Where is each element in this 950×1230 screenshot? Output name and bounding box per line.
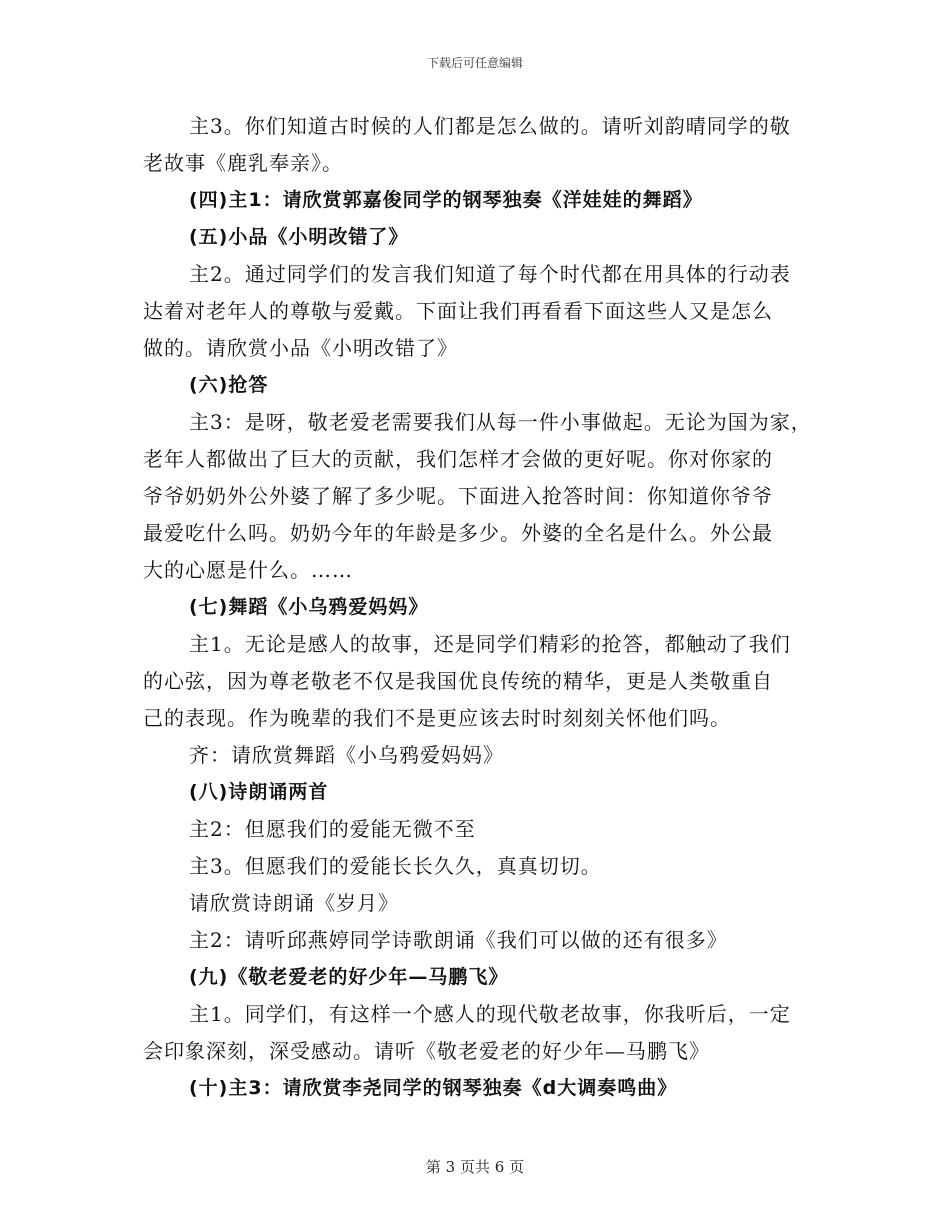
section-heading: (九)《敬老爱老的好少年—马鹏飞》	[189, 966, 509, 988]
text-line: 齐：请欣赏舞蹈《小乌鸦爱妈妈》	[189, 743, 504, 767]
section-heading: (十)主3：请欣赏李尧同学的钢琴独奏《d大调奏鸣曲》	[189, 1077, 678, 1099]
text-line: 老年人都做出了巨大的贡献，我们怎样才会做的更好呢。你对你家的	[143, 447, 773, 471]
text-line: 主1。无论是感人的故事，还是同学们精彩的抢答，都触动了我们	[189, 632, 791, 656]
text-line: 主1。同学们，有这样一个感人的现代敬老故事，你我听后，一定	[189, 1002, 791, 1026]
page-footer: 第 3 页共 6 页	[425, 1158, 525, 1176]
text-line: 最爱吃什么吗。奶奶今年的年龄是多少。外婆的全名是什么。外公最	[143, 521, 773, 545]
text-line: 老故事《鹿乳奉亲》。	[143, 151, 343, 175]
page-header: 下载后可任意编辑	[426, 56, 523, 70]
text-line: 的心弦，因为尊老敬老不仅是我国优良传统的精华，更是人类敬重自	[143, 669, 773, 693]
text-line: 主3。你们知道古时候的人们都是怎么做的。请听刘韵晴同学的敬	[189, 114, 791, 138]
text-line: 主2。通过同学们的发言我们知道了每个时代都在用具体的行动表	[189, 262, 791, 286]
text-line: 达着对老年人的尊敬与爱戴。下面让我们再看看下面这些人又是怎么	[143, 299, 773, 323]
text-line: 主3：是呀，敬老爱老需要我们从每一件小事做起。无论为国为家，	[189, 410, 812, 434]
document-body	[143, 108, 823, 1107]
section-heading: (八)诗朗诵两首	[189, 781, 329, 803]
section-heading: (六)抢答	[189, 374, 269, 396]
section-heading: (四)主1：请欣赏郭嘉俊同学的钢琴独奏《洋娃娃的舞蹈》	[189, 189, 703, 211]
text-line: 做的。请欣赏小品《小明改错了》	[143, 336, 458, 360]
text-line: 己的表现。作为晚辈的我们不是更应该去时时刻刻关怀他们吗。	[143, 706, 731, 730]
text-line: 会印象深刻，深受感动。请听《敬老爱老的好少年—马鹏飞》	[143, 1039, 710, 1063]
text-line: 主3。但愿我们的爱能长长久久，真真切切。	[189, 854, 602, 878]
section-heading: (五)小品《小明改错了》	[189, 226, 409, 248]
text-line: 请欣赏诗朗诵《岁月》	[189, 891, 399, 915]
text-line: 主2：请听邱燕婷同学诗歌朗诵《我们可以做的还有很多》	[189, 928, 728, 952]
text-line: 爷爷奶奶外公外婆了解了多少呢。下面进入抢答时间：你知道你爷爷	[143, 484, 773, 508]
text-line: 大的心愿是什么。……	[143, 558, 353, 582]
text-line: 主2：但愿我们的爱能无微不至	[189, 817, 476, 841]
section-heading: (七)舞蹈《小乌鸦爱妈妈》	[189, 596, 429, 618]
